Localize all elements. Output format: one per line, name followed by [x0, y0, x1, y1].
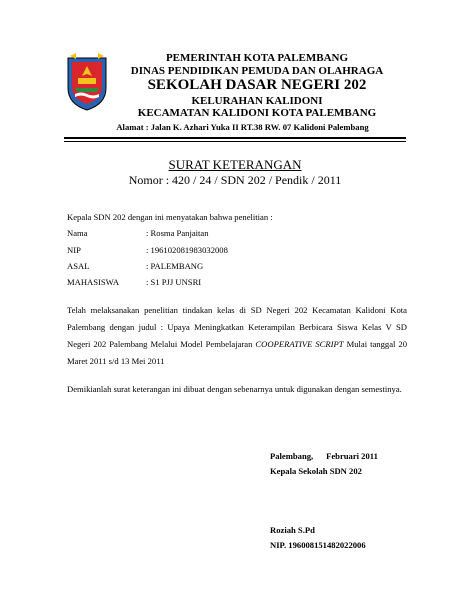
signature-block — [270, 449, 420, 553]
field-value: : S1 PJJ UNSRI — [146, 277, 202, 288]
field-label: NIP — [67, 244, 81, 255]
letterhead-government: PEMERINTAH KOTA PALEMBANG — [165, 52, 349, 64]
signature-place-date: Palembang, Februari 2011 — [270, 451, 378, 461]
intro-text: Kepala SDN 202 dengan ini menyatakan bahwa penelitian : — [67, 212, 273, 222]
field-row — [67, 225, 407, 241]
letter-heading: SURAT KETERANGAN — [168, 157, 302, 172]
field-row — [67, 258, 407, 274]
palembang-emblem-icon — [64, 52, 110, 112]
signature-position: Kepala Sekolah SDN 202 — [270, 466, 362, 477]
field-value: : 196102081983032008 — [146, 244, 228, 255]
field-row — [67, 242, 407, 258]
field-label: Nama — [67, 228, 88, 239]
field-value: : Rosma Panjaitan — [146, 228, 209, 239]
field-label: MAHASISWA — [67, 277, 120, 288]
field-row — [67, 274, 407, 290]
letterhead-rule-thin — [64, 141, 406, 142]
letterhead-rule-thick — [64, 137, 406, 139]
signature-nip: NIP. 196008151482022006 — [270, 540, 366, 551]
identity-fields — [67, 225, 407, 290]
closing-paragraph: Demikianlah surat keterangan ini dibuat dengan sebenarnya untuk digunakan dengan semestinya. — [67, 384, 402, 395]
research-paragraph — [67, 302, 407, 371]
letterhead-department: DINAS PENDIDIKAN PEMUDA DAN OLAHRAGA — [130, 64, 384, 77]
research-dates: Mulai tanggal 20 Maret 2011 s/d 13 Mei 2011 — [67, 339, 407, 367]
research-text: Telah melaksanakan penelitian tindakan kelas di SD Negeri 202 Kecamatan Kalidoni Kota Palembang dengan judul : Upaya Meningkatkan Keterampilan Berbicara Siswa Kelas V SD Negeri 202 Palembang Melalui Model Pembelajaran — [67, 304, 407, 350]
letter-body — [67, 209, 407, 399]
research-model-name: COOPERATIVE SCRIPT — [255, 339, 344, 350]
letterhead-school: SEKOLAH DASAR NEGERI 202 — [147, 77, 367, 94]
field-value: : PALEMBANG — [146, 260, 204, 271]
letter-number: Nomor : 420 / 24 / SDN 202 / Pendik / 2011 — [128, 173, 342, 188]
letterhead — [112, 52, 402, 120]
letter-title — [60, 157, 410, 188]
letterhead-address: Alamat : Jalan K. Azhari Yuka II RT.38 RW. 07 Kalidoni Palembang — [116, 122, 369, 132]
letterhead-district: KECAMATAN KALIDONI KOTA PALEMBANG — [137, 107, 377, 120]
signature-name: Roziah S.Pd — [270, 525, 315, 536]
field-label: ASAL — [67, 260, 90, 271]
letterhead-village: KELURAHAN KALIDONI — [191, 94, 323, 107]
